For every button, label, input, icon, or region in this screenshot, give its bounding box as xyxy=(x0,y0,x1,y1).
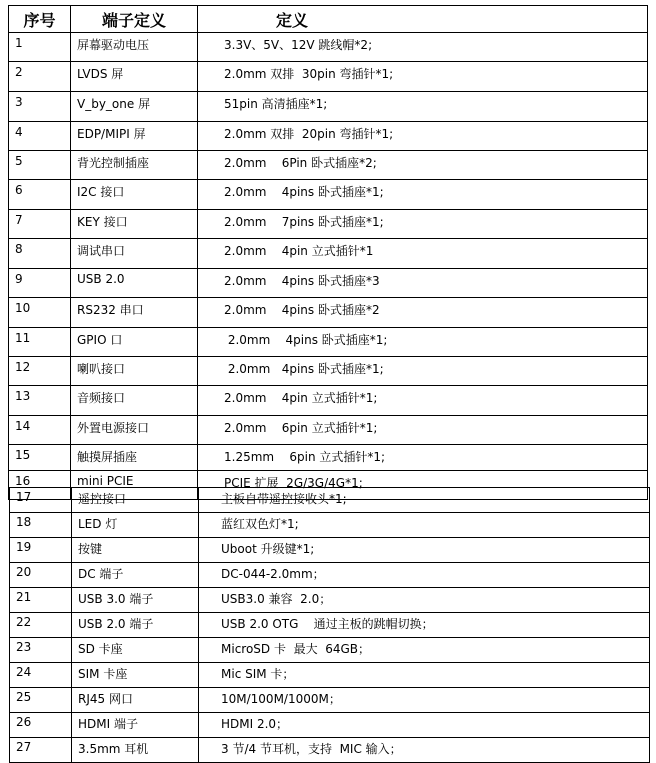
terminal-definition: 2.0mm 4pins 卧式插座*2 xyxy=(198,298,648,328)
row-number: 6 xyxy=(9,180,71,210)
terminal-name: LED 灯 xyxy=(72,513,199,538)
row-number: 8 xyxy=(9,239,71,269)
terminal-name: 遥控接口 xyxy=(72,488,199,513)
terminal-definition: 1.25mm 6pin 立式插针*1; xyxy=(198,445,648,471)
header-terminal-definition: 端子定义 xyxy=(71,6,198,33)
terminal-definition: 2.0mm 4pins 卧式插座*3 xyxy=(198,269,648,298)
row-number: 4 xyxy=(9,122,71,151)
header-serial-no: 序号 xyxy=(9,6,71,33)
terminal-definition: Mic SIM 卡； xyxy=(199,663,650,688)
table-row xyxy=(10,738,650,763)
terminal-definition: 2.0mm 双排 30pin 弯插针*1; xyxy=(198,62,648,92)
terminal-name: 3.5mm 耳机 xyxy=(72,738,199,763)
terminal-definition: USB 2.0 OTG 通过主板的跳帽切换； xyxy=(199,613,650,638)
terminal-definition: 蓝红双色灯*1; xyxy=(199,513,650,538)
terminal-definition: USB3.0 兼容 2.0； xyxy=(199,588,650,613)
table-row xyxy=(10,613,650,638)
terminal-name: 外置电源接口 xyxy=(71,416,198,445)
row-number: 26 xyxy=(10,713,72,738)
terminal-name: V_by_one 屏 xyxy=(71,92,198,122)
table-row xyxy=(9,269,648,298)
row-number: 14 xyxy=(9,416,71,445)
terminal-definition: 2.0mm 4pins 卧式插座*1; xyxy=(198,180,648,210)
table-row xyxy=(9,328,648,357)
table-row xyxy=(10,538,650,563)
terminal-name: LVDS 屏 xyxy=(71,62,198,92)
terminal-name: EDP/MIPI 屏 xyxy=(71,122,198,151)
table-row xyxy=(9,210,648,239)
table-row xyxy=(10,663,650,688)
terminal-definition: 2.0mm 6pin 立式插针*1; xyxy=(198,416,648,445)
row-number: 24 xyxy=(10,663,72,688)
row-number: 11 xyxy=(9,328,71,357)
row-number: 20 xyxy=(10,563,72,588)
interface-spec-table-bottom xyxy=(9,487,650,763)
terminal-name: 喇叭接口 xyxy=(71,357,198,386)
terminal-name: mini PCIE xyxy=(71,471,198,500)
terminal-definition: 3 节/4 节耳机，支持 MIC 输入； xyxy=(199,738,650,763)
header-row xyxy=(9,6,648,33)
row-number: 25 xyxy=(10,688,72,713)
row-number: 12 xyxy=(9,357,71,386)
terminal-name: GPIO 口 xyxy=(71,328,198,357)
table-row xyxy=(10,638,650,663)
terminal-definition: 2.0mm 6Pin 卧式插座*2; xyxy=(198,151,648,180)
terminal-name: SD 卡座 xyxy=(72,638,199,663)
terminal-definition: 10M/100M/1000M； xyxy=(199,688,650,713)
terminal-name: 音频接口 xyxy=(71,386,198,416)
table-row xyxy=(10,713,650,738)
table-row xyxy=(9,386,648,416)
terminal-name: USB 2.0 端子 xyxy=(72,613,199,638)
terminal-definition: 2.0mm 7pins 卧式插座*1; xyxy=(198,210,648,239)
row-number: 21 xyxy=(10,588,72,613)
terminal-name: 背光控制插座 xyxy=(71,151,198,180)
table-row xyxy=(9,357,648,386)
row-number: 23 xyxy=(10,638,72,663)
terminal-definition: MicroSD 卡 最大 64GB； xyxy=(199,638,650,663)
terminal-definition: PCIE 扩展 2G/3G/4G*1; xyxy=(198,471,648,500)
table-row xyxy=(10,688,650,713)
terminal-definition: DC-044-2.0mm； xyxy=(199,563,650,588)
terminal-name: 触摸屏插座 xyxy=(71,445,198,471)
row-number: 9 xyxy=(9,269,71,298)
row-number: 2 xyxy=(9,62,71,92)
terminal-definition: Uboot 升级键*1; xyxy=(199,538,650,563)
table-row xyxy=(10,488,650,513)
header-definition: 定义 xyxy=(198,6,648,33)
table-row xyxy=(9,62,648,92)
table-row xyxy=(10,588,650,613)
table-row xyxy=(10,563,650,588)
terminal-name: USB 2.0 xyxy=(71,269,198,298)
row-number: 5 xyxy=(9,151,71,180)
terminal-definition: 3.3V、5V、12V 跳线帽*2; xyxy=(198,33,648,62)
interface-spec-table-top xyxy=(8,5,648,500)
table-row xyxy=(9,92,648,122)
table-row xyxy=(9,416,648,445)
terminal-definition: 2.0mm 4pin 立式插针*1; xyxy=(198,386,648,416)
terminal-definition: 2.0mm 4pins 卧式插座*1; xyxy=(198,357,648,386)
table-row xyxy=(9,151,648,180)
terminal-name: RJ45 网口 xyxy=(72,688,199,713)
terminal-definition: 2.0mm 4pin 立式插针*1 xyxy=(198,239,648,269)
terminal-name: 屏幕驱动电压 xyxy=(71,33,198,62)
terminal-name: SIM 卡座 xyxy=(72,663,199,688)
row-number: 10 xyxy=(9,298,71,328)
terminal-name: I2C 接口 xyxy=(71,180,198,210)
row-number: 13 xyxy=(9,386,71,416)
terminal-name: KEY 接口 xyxy=(71,210,198,239)
terminal-definition: 主板自带遥控接收头*1; xyxy=(199,488,650,513)
table-row xyxy=(9,122,648,151)
row-number: 3 xyxy=(9,92,71,122)
row-number: 15 xyxy=(9,445,71,471)
terminal-name: 按键 xyxy=(72,538,199,563)
terminal-name: DC 端子 xyxy=(72,563,199,588)
row-number: 16 xyxy=(9,471,71,500)
terminal-definition: 2.0mm 4pins 卧式插座*1; xyxy=(198,328,648,357)
terminal-name: 调试串口 xyxy=(71,239,198,269)
table-row xyxy=(9,180,648,210)
row-number: 1 xyxy=(9,33,71,62)
table-row xyxy=(9,445,648,471)
row-number: 18 xyxy=(10,513,72,538)
row-number: 7 xyxy=(9,210,71,239)
terminal-name: RS232 串口 xyxy=(71,298,198,328)
row-number: 27 xyxy=(10,738,72,763)
row-number: 17 xyxy=(10,488,72,513)
terminal-name: USB 3.0 端子 xyxy=(72,588,199,613)
table-row xyxy=(9,33,648,62)
terminal-definition: 2.0mm 双排 20pin 弯插针*1; xyxy=(198,122,648,151)
terminal-definition: HDMI 2.0； xyxy=(199,713,650,738)
table-row xyxy=(10,513,650,538)
table-row xyxy=(9,239,648,269)
row-number: 22 xyxy=(10,613,72,638)
terminal-name: HDMI 端子 xyxy=(72,713,199,738)
row-number: 19 xyxy=(10,538,72,563)
terminal-definition: 51pin 高清插座*1; xyxy=(198,92,648,122)
table-row xyxy=(9,298,648,328)
